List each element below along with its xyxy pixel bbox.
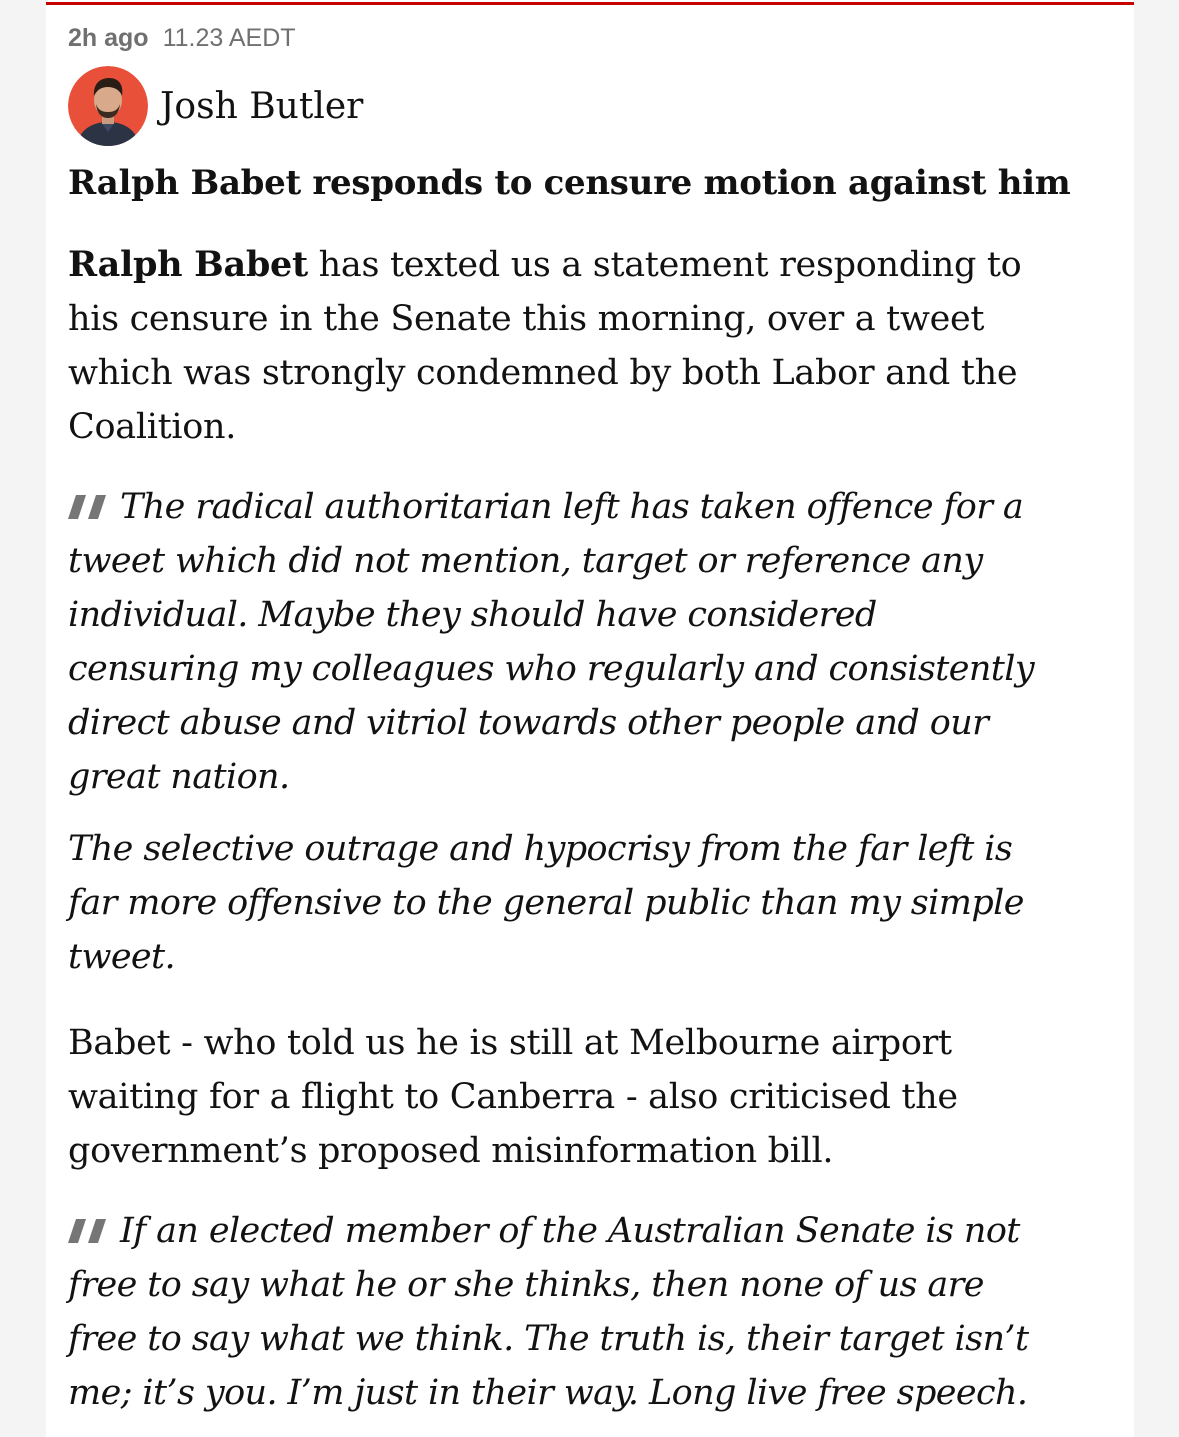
- timestamp: 11.23 AEDT: [162, 24, 296, 52]
- quote-line: individual. Maybe they should have considered: [68, 595, 877, 635]
- quote-line: If an elected member of the Australian Senate is not: [68, 1204, 1128, 1258]
- quote-line: tweet.: [68, 937, 176, 977]
- avatar[interactable]: [68, 66, 148, 146]
- byline[interactable]: [68, 66, 363, 146]
- blockquote-1-continued: [68, 822, 1128, 984]
- body-paragraph-2: [68, 1016, 1118, 1178]
- blockquote-2: [68, 1204, 1128, 1420]
- top-accent-rule: [46, 2, 1134, 5]
- quote-line: far more offensive to the general public than my simple: [68, 883, 1024, 923]
- quote-mark-icon: [68, 495, 110, 519]
- paragraph-line: his censure in the Senate this morning, over a tweet: [68, 299, 985, 339]
- quote-line: direct abuse and vitriol towards other people and our: [68, 703, 989, 743]
- author-name[interactable]: Josh Butler: [160, 85, 364, 127]
- paragraph-line: Coalition.: [68, 407, 237, 447]
- quote-mark-icon: [68, 1219, 110, 1243]
- quote-line: free to say what he or she thinks, then none of us are: [68, 1265, 984, 1305]
- quote-line: The radical authoritarian left has taken offence for a: [68, 480, 1128, 534]
- entry-headline: Ralph Babet responds to censure motion against him: [68, 163, 1071, 203]
- paragraph-line: which was strongly condemned by both Labor and the: [68, 353, 1018, 393]
- quote-line: The selective outrage and hypocrisy from the far left is: [68, 829, 1013, 869]
- intro-paragraph: [68, 238, 1118, 454]
- quote-line: me; it’s you. I’m just in their way. Long live free speech.: [68, 1373, 1028, 1413]
- bold-name: Ralph Babet: [68, 244, 308, 285]
- paragraph-line: Ralph Babet has texted us a statement responding to: [68, 244, 1022, 285]
- paragraph-line: Babet - who told us he is still at Melbourne airport: [68, 1023, 952, 1063]
- entry-meta: [68, 24, 296, 53]
- paragraph-line: government’s proposed misinformation bill.: [68, 1131, 834, 1171]
- blockquote-1: [68, 480, 1128, 804]
- author-avatar-image: [68, 66, 148, 146]
- relative-time[interactable]: 2h ago: [68, 24, 149, 52]
- quote-line: censuring my colleagues who regularly and consistently: [68, 649, 1035, 689]
- quote-line: free to say what we think. The truth is, their target isn’t: [68, 1319, 1029, 1359]
- quote-line: tweet which did not mention, target or reference any: [68, 541, 983, 581]
- paragraph-line: waiting for a flight to Canberra - also criticised the: [68, 1077, 958, 1117]
- quote-line: great nation.: [68, 757, 290, 797]
